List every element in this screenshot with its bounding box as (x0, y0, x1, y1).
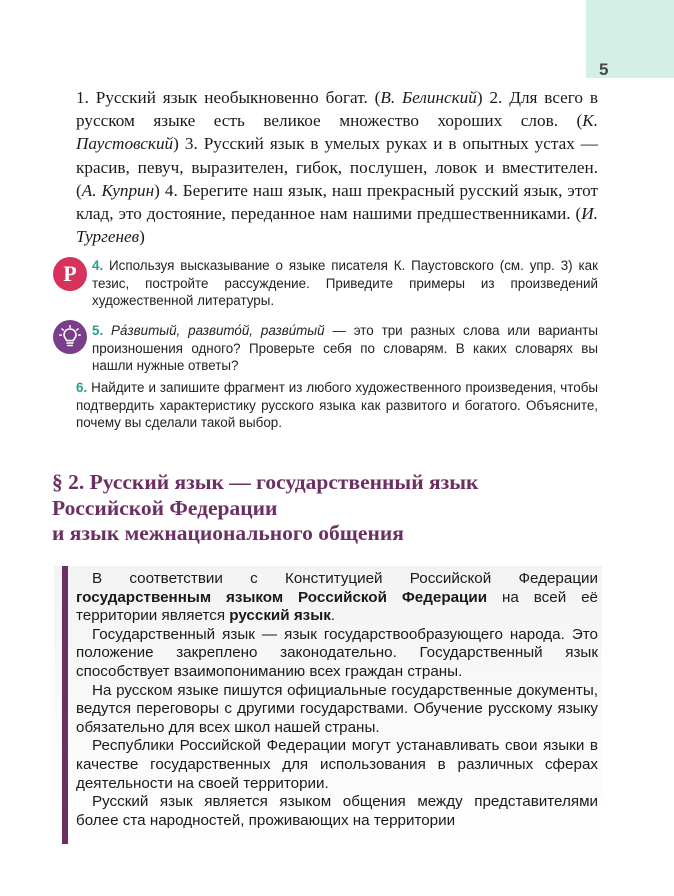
rule-paragraph-5: Русский язык является языком общения между представителями более ста народностей, проживающих на территории (76, 793, 598, 829)
task-4-number: 4. (92, 258, 104, 273)
rule-accent-bar (62, 566, 68, 844)
quote-2: 2. Для всего в русском языке есть великое множество хороших слов. ( (76, 88, 598, 131)
quote-1-author: В. Белинский (380, 88, 477, 107)
rule-paragraph-3: На русском языке пишутся официальные государственные документы, ведутся переговоры с другими государствами. Обучение русскому языку обязательно для всех школ нашей страны. (76, 681, 598, 736)
task-6 (76, 379, 598, 432)
lightbulb-icon (53, 320, 87, 354)
section-title-line-3: и язык межнационального общения (52, 521, 404, 545)
rule-paragraph-2: Государственный язык — язык государствообразующего народа. Это положение закреплено законодательно. Государственный язык способствует взаимопониманию всех граждан страны. (76, 625, 598, 680)
quote-2-author: К. Паустовский (76, 111, 598, 154)
quote-1: 1. Русский язык необыкновенно богат. ( (76, 88, 381, 107)
section-title-line-2: Российской Федерации (52, 495, 278, 520)
task-6-number: 6. (76, 380, 88, 395)
task-5-text: — это три разных слова или варианты произношения одного? Проверьте себя по словарям. В каких словарях вы нашли нужные ответы? (92, 323, 598, 374)
task-5-words: Ра́звитый, развито́й, разви́тый (111, 323, 325, 338)
quote-3-author: А. Куприн (81, 180, 155, 200)
section-title (52, 470, 612, 547)
quote-3: 3. Русский язык в умелых руках и в опытных устах — красив, певуч, выразителен, гибок, послушен, ловок и вместителен. ( (76, 134, 598, 200)
rule-paragraph-1: В соответствии с Конституцией Российской Федерации государственным языком Российской Федерации на всей её территории является русский язык. (76, 570, 598, 625)
task-5 (92, 322, 598, 375)
rule-text (76, 570, 598, 830)
task-4 (92, 257, 598, 310)
task-5-number: 5. (92, 323, 104, 338)
rule-term-russian: русский язык (229, 607, 331, 625)
quote-4: 4. Берегите наш язык, наш прекрасный русский язык, этот клад, это достояние, переданное нам нашими предшественниками. ( (76, 180, 598, 224)
quote-4-author: И. Тургенев (76, 204, 598, 247)
rule-paragraph-4: Республики Российской Федерации могут устанавливать свои языки в качестве государственных для использования в различных сферах деятельности на своей территории. (76, 737, 598, 792)
speech-task-icon: Р (53, 257, 87, 291)
rule-term-state-language: государственным языком Российской Федерации (76, 588, 488, 606)
task-6-text: Найдите и запишите фрагмент из любого художественного произведения, чтобы подтвердить характеристику русского языка как развитого и богатого. Объясните, почему вы сделали такой выбор. (76, 380, 598, 431)
section-title-line-1: § 2. Русский язык — государственный язык (52, 470, 479, 494)
page-number: 5 (599, 60, 609, 79)
quotes-block: 1. Русский язык необыкновенно богат. (В. Белинский) 2. Для всего в русском языке есть великое множество хороших слов. (К. Паустовский) 3. Русский язык в умелых руках и в опытных устах — красив, певуч, выразителен, гибок, послушен, ловок и вместителен. (А. Куприн) 4. Берегите наш язык, наш прекрасный русский язык, этот клад, это достояние, переданное нам нашими предшественниками. (И. Тургенев) (76, 88, 598, 247)
task-4-text: Используя высказывание о языке писателя К. Паустовского (см. упр. 3) как тезис, постройте рассуждение. Приведите примеры из произведений художественной литературы. (92, 258, 598, 309)
